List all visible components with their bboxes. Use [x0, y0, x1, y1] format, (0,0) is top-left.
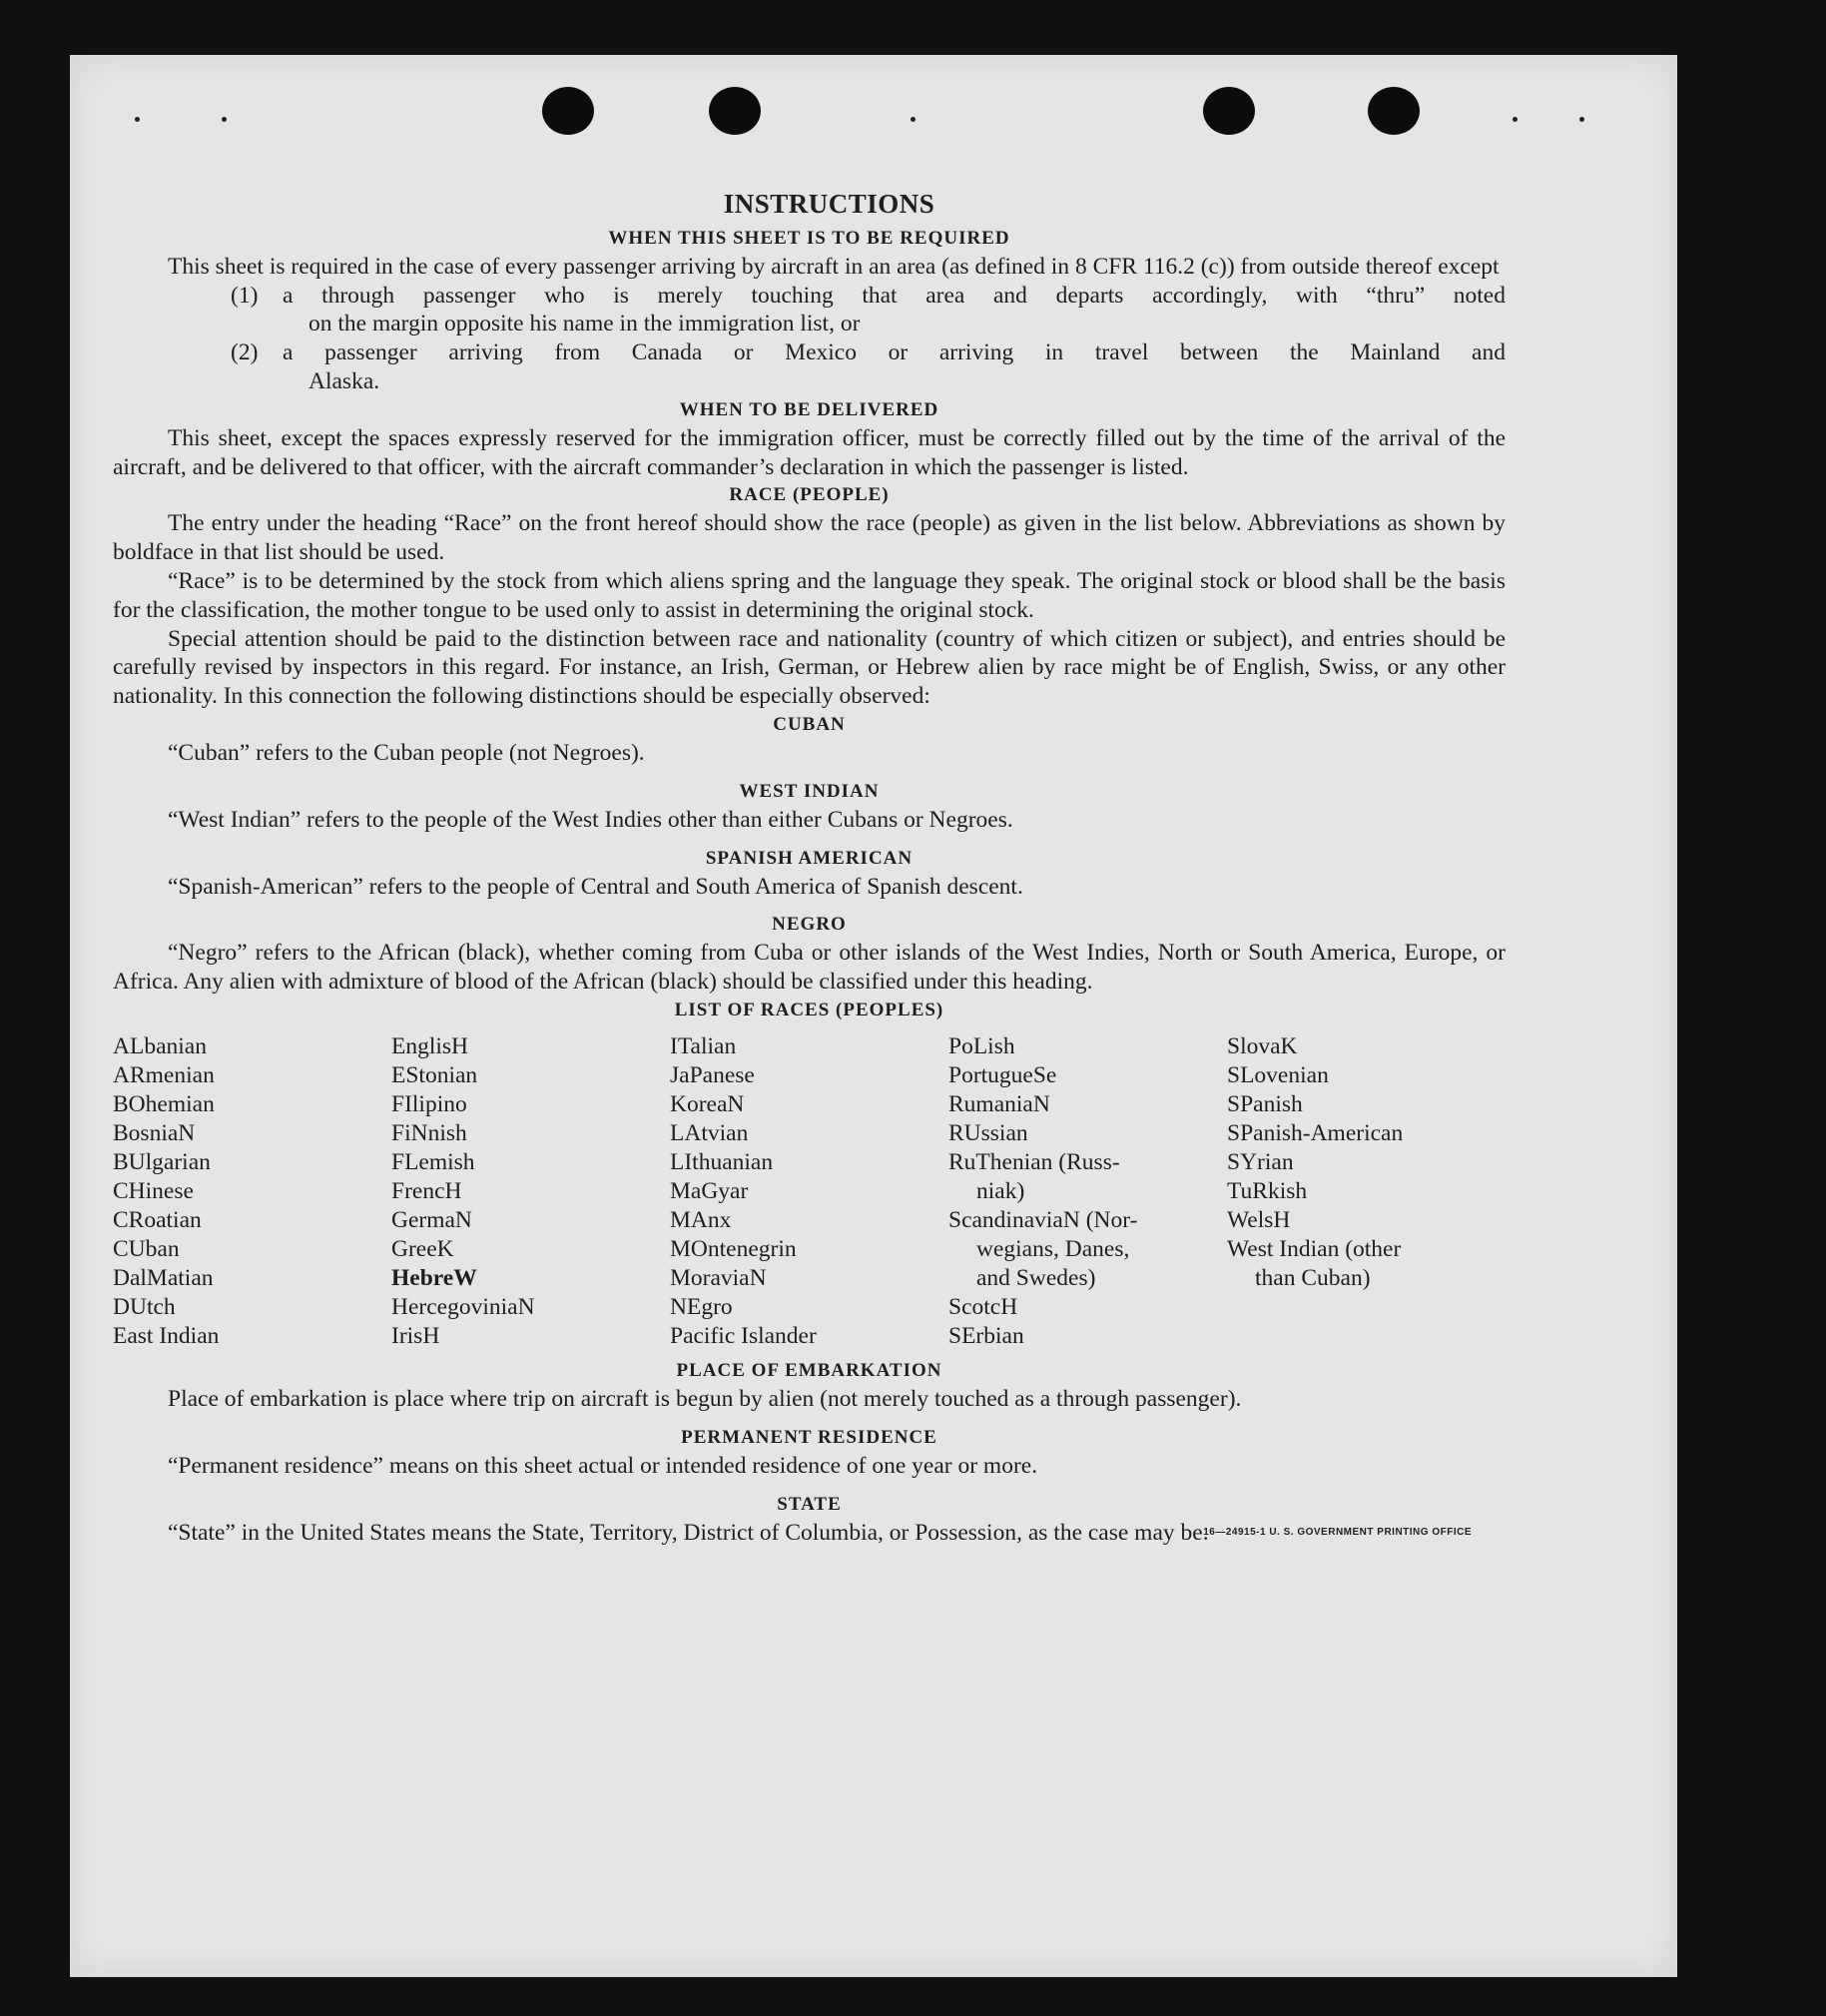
list-item: BosniaN [113, 1119, 196, 1146]
list-item: NEgro [670, 1293, 733, 1320]
list-item: BOhemian [113, 1090, 215, 1117]
embarkation-text: Place of embarkation is place where trip on aircraft is begun by alien (not merely touched as a through passenger). [168, 1385, 1242, 1412]
races-column-1 [113, 1032, 391, 1351]
list-item: CRoatian [113, 1206, 202, 1233]
state-text: “State” in the United States means the State, Territory, District of Columbia, or Possession, as the case may be. [168, 1519, 1209, 1546]
punch-hole [542, 87, 594, 135]
heading-embarkation: PLACE OF EMBARKATION [676, 1359, 942, 1381]
list-item: PoLish [948, 1032, 1015, 1059]
list-item: Pacific Islander [670, 1322, 817, 1349]
list-item: SErbian [948, 1322, 1024, 1349]
list-item: FLemish [391, 1148, 475, 1175]
list-item: ScandinaviaN (Nor- [948, 1206, 1138, 1233]
document-sheet [70, 55, 1677, 1977]
list-item: ALbanian [113, 1032, 207, 1059]
races-column-2 [391, 1032, 670, 1351]
list-item: and Swedes) [976, 1264, 1096, 1291]
list-item: CHinese [113, 1177, 194, 1204]
list-item: MAnx [670, 1206, 732, 1233]
list-item: ARmenian [113, 1061, 215, 1088]
list-item: MOntenegrin [670, 1235, 797, 1262]
spanish-american-text: “Spanish-American” refers to the people of Central and South America of Spanish descent. [168, 873, 1023, 900]
delivered-text: This sheet, except the spaces expressly reserved for the immigration officer, must be correctly filled out by the time of the arrival of the aircraft, and be delivered to that officer, with the aircraft commander’s declaration in which the passenger is listed. [113, 424, 1506, 480]
list-item: West Indian (other [1227, 1235, 1402, 1262]
list-item: IrisH [391, 1322, 440, 1349]
list-item: LAtvian [670, 1119, 749, 1146]
list-item: RUssian [948, 1119, 1028, 1146]
list-item: East Indian [113, 1322, 220, 1349]
list-item: DalMatian [113, 1264, 214, 1291]
heading-cuban: CUBAN [773, 713, 846, 735]
punch-hole [1203, 87, 1255, 135]
list-item: TuRkish [1227, 1177, 1308, 1204]
list-item: ITalian [670, 1032, 737, 1059]
list-item: EStonian [391, 1061, 478, 1088]
list-item: FrencH [391, 1177, 462, 1204]
list-item: SYrian [1227, 1148, 1294, 1175]
races-list [113, 1032, 1506, 1351]
race-paragraph: The entry under the heading “Race” on the front hereof should show the race (people) as given in the list below. Abbreviations as shown by boldface in that list should be used. [113, 510, 1506, 566]
heading-delivered: WHEN TO BE DELIVERED [679, 398, 939, 420]
negro-text: “Negro” refers to the African (black), whether coming from Cuba or other islands of the West Indies, North or South America, Europe, or Africa. Any alien with admixture of blood of the African (black) should be classified under this heading. [113, 940, 1506, 996]
races-column-4 [948, 1032, 1227, 1351]
heading-spanish-american: SPANISH AMERICAN [705, 847, 913, 869]
list-item: SPanish-American [1227, 1119, 1404, 1146]
instructions-body [113, 190, 1506, 1547]
list-item: (1) a through passenger who is merely touching that area and departs accordingly, with “thru” noted on the margin opposite his name in the immigration list, or [231, 282, 1506, 337]
cuban-text: “Cuban” refers to the Cuban people (not Negroes). [168, 739, 645, 766]
west-indian-text: “West Indian” refers to the people of the West Indies other than either Cubans or Negroes. [168, 806, 1013, 833]
list-item: WelsH [1227, 1206, 1291, 1233]
races-column-3 [670, 1032, 948, 1351]
list-item: ScotcH [948, 1293, 1018, 1320]
heading-negro: NEGRO [772, 914, 847, 936]
list-item: BUlgarian [113, 1148, 211, 1175]
list-item: MoraviaN [670, 1264, 767, 1291]
heading-west-indian: WEST INDIAN [739, 780, 880, 802]
race-paragraph: Special attention should be paid to the distinction between race and nationality (country of which citizen or subject), and entries should be carefully revised by inspectors in this regard. For instance, an Irish, German, or Hebrew alien by race might be of English, Swiss, or any other nationality. In this connection the following distinctions should be especially observed: [113, 625, 1506, 710]
list-item: KoreaN [670, 1090, 745, 1117]
list-item: HebreW [391, 1264, 477, 1291]
race-paragraph: “Race” is to be determined by the stock from which aliens spring and the language they speak. The original stock or blood shall be the basis for the classification, the mother tongue to be used only to assist in determining the original stock. [113, 567, 1506, 623]
list-item: GermaN [391, 1206, 472, 1233]
heading-required: WHEN THIS SHEET IS TO BE REQUIRED [608, 227, 1010, 249]
list-item: RuThenian (Russ- [948, 1148, 1120, 1175]
list-item: HercegoviniaN [391, 1293, 535, 1320]
races-column-5 [1227, 1032, 1506, 1351]
list-item: EnglisH [391, 1032, 469, 1059]
list-item: FIlipino [391, 1090, 467, 1117]
list-item: SlovaK [1227, 1032, 1298, 1059]
list-item: (2) a passenger arriving from Canada or Mexico or arriving in travel between the Mainland and Alaska. [231, 339, 1506, 394]
list-item: RumaniaN [948, 1090, 1050, 1117]
list-item: PortugueSe [948, 1061, 1057, 1088]
list-item: niak) [976, 1177, 1025, 1204]
list-item: DUtch [113, 1293, 176, 1320]
printing-office-code: 16—24915-1 U. S. GOVERNMENT PRINTING OFFICE [1203, 1526, 1472, 1538]
list-item: FiNnish [391, 1119, 467, 1146]
heading-residence: PERMANENT RESIDENCE [681, 1426, 937, 1448]
page-title: INSTRUCTIONS [723, 189, 935, 219]
list-item: wegians, Danes, [976, 1235, 1130, 1262]
heading-list-of-races: LIST OF RACES (PEOPLES) [674, 999, 944, 1020]
punch-hole [709, 87, 761, 135]
list-item: SLovenian [1227, 1061, 1329, 1088]
list-item: SPanish [1227, 1090, 1303, 1117]
list-item: than Cuban) [1255, 1264, 1371, 1291]
heading-race: RACE (PEOPLE) [729, 484, 890, 506]
required-intro: This sheet is required in the case of every passenger arriving by aircraft in an area (as defined in 8 CFR 116.2 (c)) from outside thereof except [168, 253, 1500, 280]
punch-hole [1368, 87, 1420, 135]
heading-state: STATE [777, 1493, 842, 1515]
list-item: LIthuanian [670, 1148, 774, 1175]
list-item: JaPanese [670, 1061, 755, 1088]
residence-text: “Permanent residence” means on this sheet actual or intended residence of one year or more. [168, 1452, 1038, 1479]
list-item: CUban [113, 1235, 180, 1262]
list-item: GreeK [391, 1235, 454, 1262]
list-item: MaGyar [670, 1177, 749, 1204]
